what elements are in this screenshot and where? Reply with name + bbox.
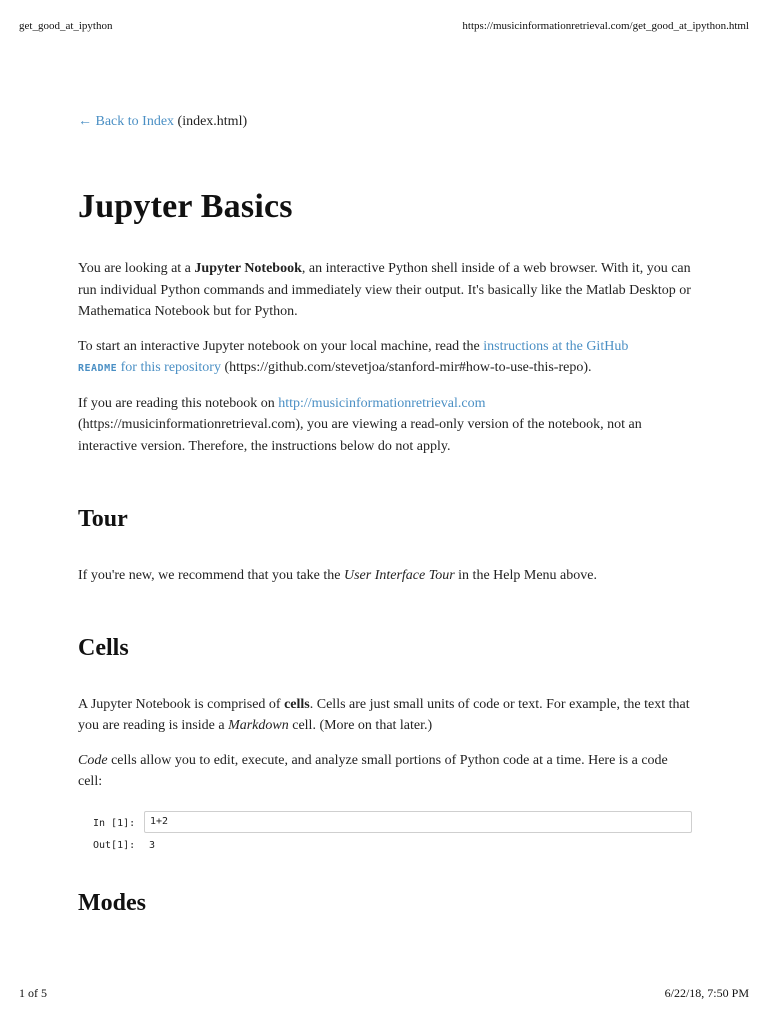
intro-paragraph: You are looking at a Jupyter Notebook, an interactive Python shell inside of a web browser. With it, you can run individual Python commands and immediately view their output. It's basically like the Matlab Desktop or Mathematica Notebook but for Python. [78,261,691,319]
notebook-content [78,112,694,918]
in-prompt: In [1]: [93,817,136,829]
cells-paragraph: A Jupyter Notebook is comprised of cells. Cells are just small units of code or text. For example, the text that you are reading is inside a Markdown cell. (More on that later.) [78,696,690,733]
print-footer [19,986,749,1002]
print-header-title: get_good_at_ipython [19,20,113,32]
out-prompt: Out[1]: [93,839,136,851]
tour-italic: User Interface Tour [343,568,455,583]
code-cell [78,810,694,866]
code-output: 3 [149,839,156,851]
back-to-index-url: (index.html) [177,114,248,129]
modes-heading: Modes [78,889,146,916]
reading-paragraph: If you are reading this notebook on http://musicinformationretrieval.com (https://musicinformationretrieval.com), you are viewing a read-only version of the notebook, not an interactive version. Therefore, the instructions below do not apply. [78,395,642,454]
tour-heading: Tour [78,506,128,532]
print-header-url: https://musicinformationretrieval.com/get_good_at_ipython.html [462,20,749,32]
github-instructions-link[interactable]: instructions at the GitHub README for this repository [78,338,629,375]
back-to-index [78,112,694,132]
code-cells-paragraph: Code cells allow you to edit, execute, and analyze small portions of Python code at a time. Here is a code cell: [78,752,668,789]
intro-bold: Jupyter Notebook [194,261,302,276]
cells-heading: Cells [78,634,129,661]
page-title: Jupyter Basics [78,188,293,225]
back-to-index-link[interactable]: ← Back to Index [78,114,175,129]
tour-paragraph: If you're new, we recommend that you take the User Interface Tour in the Help Menu above. [78,568,597,583]
start-paragraph: To start an interactive Jupyter notebook on your local machine, read the instructions at the GitHub README for this repository (https://github.com/stevetjoa/stanford-mir#how-to-use-this-repo). [78,338,629,375]
page-number: 1 of 5 [19,986,47,1000]
readme-code: README [78,363,118,374]
mir-site-link[interactable]: http://musicinformationretrieval.com [278,395,486,411]
print-header [19,20,749,36]
print-datetime: 6/22/18, 7:50 PM [664,986,749,1000]
code-input[interactable]: 1+2 [144,811,692,833]
